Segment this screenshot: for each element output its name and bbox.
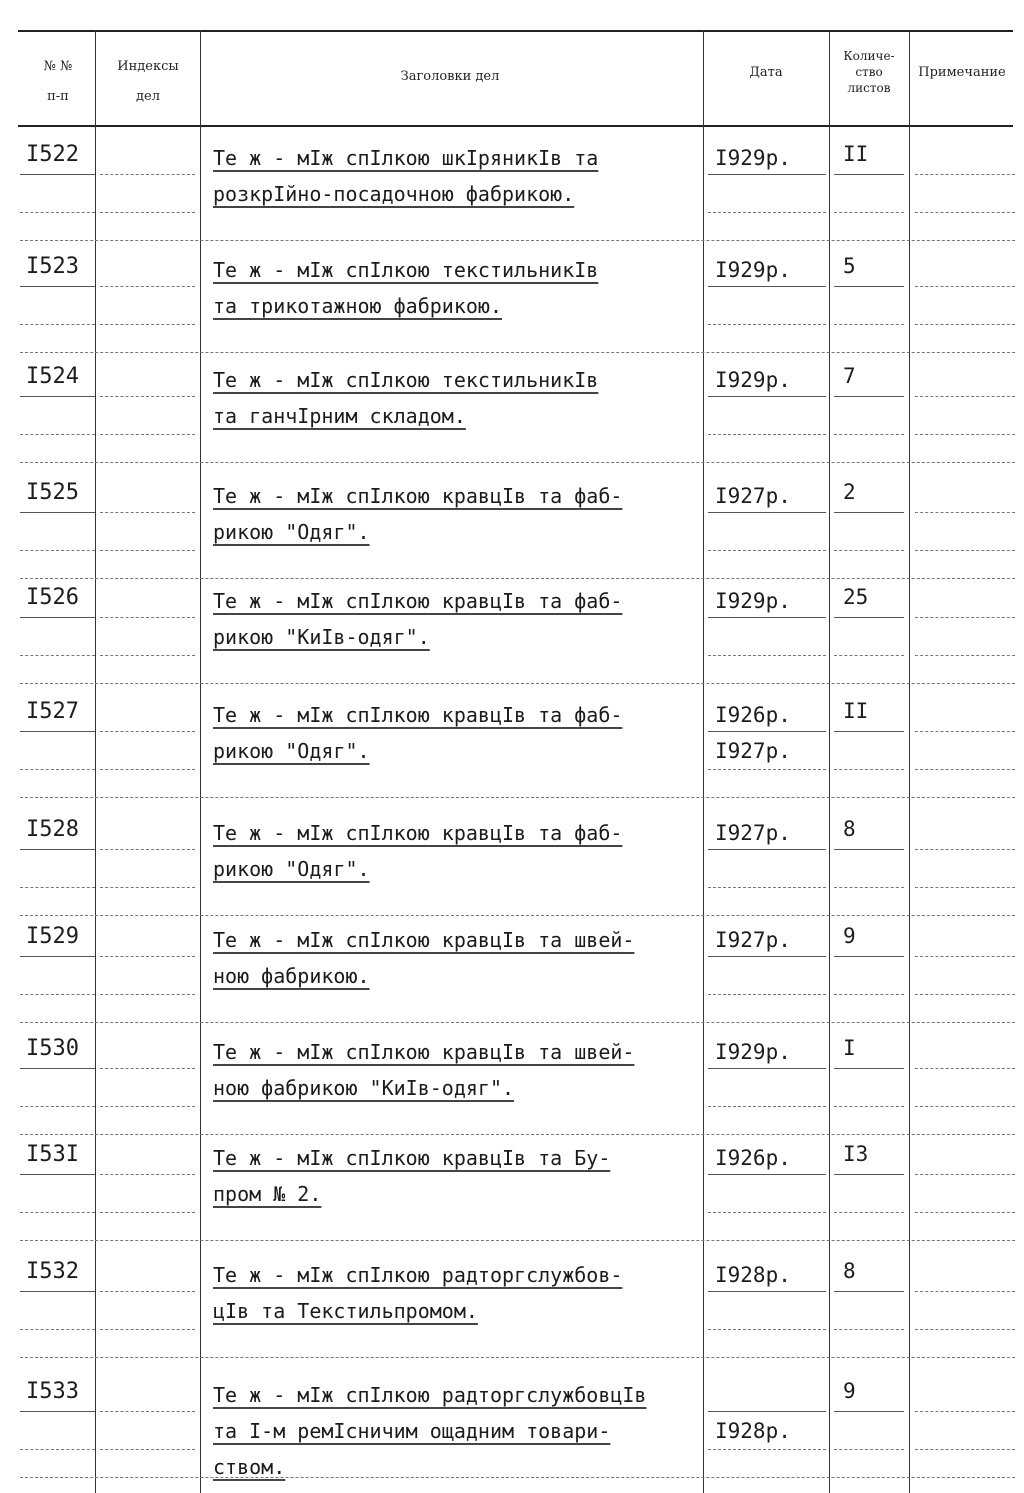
header-index: [98, 58, 198, 105]
row-rule: [834, 512, 904, 513]
row-title-line: та I-м ремIсничим ощадним товари-: [213, 1419, 611, 1443]
row-rule: [915, 1068, 1015, 1069]
row-title-line: Те ж - мIж спIлкою кравцIв та швей-: [213, 928, 635, 952]
row-rule: [20, 731, 95, 732]
row-rule: [834, 1212, 904, 1213]
row-number: I529: [26, 924, 79, 949]
row-rule: [100, 731, 195, 732]
row-date: [715, 478, 791, 514]
row-rule: [708, 887, 826, 888]
row-rule: [708, 1174, 826, 1175]
row-title-line: Те ж - мIж спIлкою текстильникIв: [213, 258, 599, 282]
row-sheet-count: II: [843, 699, 869, 723]
row-rule: [834, 1411, 904, 1412]
row-title: [213, 583, 703, 655]
row-number: I528: [26, 817, 79, 842]
row-title-line: рикою "КиIв-одяг".: [213, 625, 430, 649]
row-rule: [834, 1291, 904, 1292]
row-sheet-count: 25: [843, 585, 869, 609]
row-rule: [708, 1449, 826, 1450]
row-rule: [20, 1411, 95, 1412]
row-rule: [20, 1477, 1015, 1478]
row-date: [715, 1034, 791, 1070]
row-number: I530: [26, 1036, 79, 1061]
row-title-line: ною фабрикою.: [213, 964, 370, 988]
row-rule: [20, 956, 95, 957]
row-date-line: I928р.: [715, 1263, 791, 1287]
row-number: I523: [26, 254, 79, 279]
row-rule: [100, 212, 195, 213]
row-rule: [20, 655, 95, 656]
row-rule: [20, 396, 95, 397]
row-rule: [100, 849, 195, 850]
row-rule: [915, 849, 1015, 850]
row-rule: [20, 286, 95, 287]
row-date: [715, 252, 791, 288]
row-title-line: Те ж - мIж спIлкою кравцIв та фаб-: [213, 703, 623, 727]
row-rule: [834, 1068, 904, 1069]
row-rule: [708, 434, 826, 435]
row-rule: [20, 1240, 1015, 1241]
row-date-line: I927р.: [715, 821, 791, 845]
row-rule: [708, 1329, 826, 1330]
column-divider: [703, 30, 704, 1493]
row-rule: [20, 212, 95, 213]
row-rule: [915, 550, 1015, 551]
row-rule: [20, 915, 1015, 916]
row-rule: [915, 655, 1015, 656]
row-title: [213, 922, 703, 994]
row-rule: [708, 324, 826, 325]
row-rule: [834, 1329, 904, 1330]
header-count-line2: ство: [855, 65, 883, 80]
row-rule: [708, 512, 826, 513]
row-rule: [708, 956, 826, 957]
row-number: I533: [26, 1379, 79, 1404]
row-rule: [100, 655, 195, 656]
row-rule: [100, 617, 195, 618]
row-title-line: Те ж - мIж спIлкою текстильникIв: [213, 368, 599, 392]
row-title-line: та ганчIрним складом.: [213, 404, 466, 428]
row-title-line: цIв та Текстильпромом.: [213, 1299, 478, 1323]
row-rule: [915, 887, 1015, 888]
row-rule: [100, 1291, 195, 1292]
row-rule: [100, 512, 195, 513]
row-rule: [915, 1411, 1015, 1412]
column-divider: [829, 30, 830, 1493]
row-rule: [708, 731, 826, 732]
row-rule: [20, 1291, 95, 1292]
row-date: [715, 1257, 791, 1293]
row-rule: [20, 1022, 1015, 1023]
header-num-line1: № №: [43, 59, 73, 74]
row-number: I525: [26, 480, 79, 505]
row-sheet-count: 7: [843, 364, 856, 388]
row-title: [213, 1257, 703, 1329]
row-rule: [100, 1329, 195, 1330]
row-rule: [834, 1449, 904, 1450]
row-rule: [20, 352, 1015, 353]
row-title-line: та трикотажною фабрикою.: [213, 294, 502, 318]
row-rule: [834, 956, 904, 957]
row-title-line: рикою "Одяг".: [213, 520, 370, 544]
row-rule: [20, 769, 95, 770]
row-rule: [20, 887, 95, 888]
row-rule: [20, 683, 1015, 684]
row-rule: [915, 212, 1015, 213]
row-rule: [834, 731, 904, 732]
row-rule: [915, 286, 1015, 287]
row-title: [213, 140, 703, 212]
row-number: I522: [26, 142, 79, 167]
row-sheet-count: 5: [843, 254, 856, 278]
row-date-line: I929р.: [715, 589, 791, 613]
row-rule: [20, 994, 95, 995]
row-title: [213, 478, 703, 550]
row-rule: [834, 887, 904, 888]
row-title-line: Те ж - мIж спIлкою радторгслужбов-: [213, 1263, 623, 1287]
row-rule: [708, 617, 826, 618]
row-title-line: Те ж - мIж спIлкою кравцIв та фаб-: [213, 589, 623, 613]
row-rule: [834, 617, 904, 618]
row-rule: [915, 174, 1015, 175]
row-rule: [100, 1449, 195, 1450]
row-date: [715, 697, 791, 769]
row-rule: [915, 617, 1015, 618]
row-rule: [708, 286, 826, 287]
row-title: [213, 252, 703, 324]
row-date-line: I929р.: [715, 258, 791, 282]
row-title-line: Те ж - мIж спIлкою шкIряникIв та: [213, 146, 599, 170]
row-title: [213, 815, 703, 887]
row-rule: [100, 174, 195, 175]
row-rule: [20, 1329, 95, 1330]
row-rule: [915, 396, 1015, 397]
row-date-line: I927р.: [715, 484, 791, 508]
row-title: [213, 697, 703, 769]
row-rule: [834, 434, 904, 435]
row-date: [715, 140, 791, 176]
row-number: I527: [26, 699, 79, 724]
row-date-line: I926р.: [715, 703, 791, 727]
row-rule: [708, 396, 826, 397]
row-rule: [20, 1068, 95, 1069]
row-rule: [834, 212, 904, 213]
row-rule: [708, 655, 826, 656]
header-title: Заголовки дел: [400, 69, 500, 84]
row-rule: [708, 1291, 826, 1292]
header-date: Дата: [749, 65, 783, 80]
row-date: [715, 1377, 791, 1449]
header-count: [830, 48, 908, 97]
row-rule: [708, 550, 826, 551]
row-rule: [100, 286, 195, 287]
row-rule: [100, 956, 195, 957]
row-date: [715, 583, 791, 619]
row-date-line: [715, 1377, 791, 1413]
header-count-line3: листов: [847, 81, 891, 96]
row-number: I532: [26, 1259, 79, 1284]
row-title: [213, 1034, 703, 1106]
row-rule: [915, 1329, 1015, 1330]
row-rule: [20, 1134, 1015, 1135]
header-num-line2: п-п: [47, 88, 69, 104]
row-number: I524: [26, 364, 79, 389]
row-sheet-count: I: [843, 1036, 856, 1060]
row-rule: [100, 324, 195, 325]
row-rule: [834, 849, 904, 850]
row-rule: [915, 1174, 1015, 1175]
row-rule: [915, 512, 1015, 513]
row-date: [715, 1140, 791, 1176]
row-rule: [20, 512, 95, 513]
row-rule: [20, 1106, 95, 1107]
row-title-line: розкрIйно-посадочною фабрикою.: [213, 182, 575, 206]
row-title-line: ством.: [213, 1455, 286, 1479]
row-rule: [834, 769, 904, 770]
row-rule: [20, 434, 95, 435]
row-number: I53I: [26, 1142, 79, 1167]
row-rule: [834, 396, 904, 397]
row-rule: [708, 212, 826, 213]
row-rule: [20, 1357, 1015, 1358]
row-rule: [834, 1174, 904, 1175]
row-sheet-count: I3: [843, 1142, 869, 1166]
row-rule: [20, 617, 95, 618]
row-rule: [708, 1106, 826, 1107]
row-rule: [708, 849, 826, 850]
row-rule: [915, 956, 1015, 957]
row-rule: [834, 174, 904, 175]
row-rule: [100, 1174, 195, 1175]
row-rule: [915, 994, 1015, 995]
header-index-line2: дел: [136, 88, 160, 104]
row-sheet-count: 9: [843, 1379, 856, 1403]
row-rule: [708, 174, 826, 175]
table-top-border: [18, 30, 1013, 32]
header-bottom-border: [18, 125, 1013, 127]
row-sheet-count: 8: [843, 1259, 856, 1283]
row-rule: [915, 1106, 1015, 1107]
row-rule: [100, 396, 195, 397]
row-rule: [834, 994, 904, 995]
row-rule: [708, 1411, 826, 1412]
row-date-line: I928р.: [715, 1419, 791, 1443]
row-rule: [100, 1068, 195, 1069]
header-index-line1: Индексы: [117, 59, 179, 74]
row-title-line: Те ж - мIж спIлкою кравцIв та швей-: [213, 1040, 635, 1064]
row-rule: [915, 1449, 1015, 1450]
row-rule: [20, 849, 95, 850]
row-date-line: I929р.: [715, 368, 791, 392]
row-date: [715, 922, 791, 958]
row-rule: [20, 1174, 95, 1175]
row-rule: [100, 550, 195, 551]
row-date-line: I929р.: [715, 1040, 791, 1064]
row-title-line: пром № 2.: [213, 1182, 322, 1206]
row-rule: [100, 887, 195, 888]
row-date: [715, 815, 791, 851]
row-rule: [915, 1291, 1015, 1292]
header-count-line1: Количе-: [843, 49, 895, 63]
column-divider: [200, 30, 201, 1493]
row-rule: [708, 769, 826, 770]
row-title-line: рикою "Одяг".: [213, 739, 370, 763]
row-rule: [915, 769, 1015, 770]
row-rule: [20, 324, 95, 325]
row-title-line: ною фабрикою "КиIв-одяг".: [213, 1076, 515, 1100]
row-rule: [100, 1411, 195, 1412]
row-rule: [100, 769, 195, 770]
row-rule: [915, 434, 1015, 435]
row-rule: [834, 286, 904, 287]
header-note: Примечание: [918, 65, 1006, 80]
row-rule: [20, 462, 1015, 463]
row-date-line: I927р.: [715, 739, 791, 763]
column-divider: [95, 30, 96, 1493]
row-rule: [20, 240, 1015, 241]
row-sheet-count: 2: [843, 480, 856, 504]
row-rule: [20, 174, 95, 175]
row-title-line: Те ж - мIж спIлкою радторгслужбовцIв: [213, 1383, 647, 1407]
row-rule: [708, 994, 826, 995]
row-rule: [20, 578, 1015, 579]
row-rule: [100, 1212, 195, 1213]
row-rule: [20, 1449, 95, 1450]
row-title: [213, 362, 703, 434]
row-title: [213, 1377, 703, 1485]
row-rule: [915, 1212, 1015, 1213]
row-rule: [20, 550, 95, 551]
row-title-line: Те ж - мIж спIлкою кравцIв та Бу-: [213, 1146, 611, 1170]
row-date: [715, 362, 791, 398]
row-date-line: I929р.: [715, 146, 791, 170]
row-rule: [834, 655, 904, 656]
row-rule: [100, 1106, 195, 1107]
row-rule: [834, 324, 904, 325]
header-num: [22, 58, 94, 105]
row-sheet-count: 9: [843, 924, 856, 948]
row-rule: [708, 1068, 826, 1069]
row-rule: [100, 434, 195, 435]
row-sheet-count: II: [843, 142, 869, 166]
row-rule: [20, 797, 1015, 798]
row-title-line: Те ж - мIж спIлкою кравцIв та фаб-: [213, 821, 623, 845]
row-rule: [915, 731, 1015, 732]
column-divider: [909, 30, 910, 1493]
row-rule: [100, 994, 195, 995]
row-date-line: I926р.: [715, 1146, 791, 1170]
row-rule: [834, 550, 904, 551]
row-date-line: I927р.: [715, 928, 791, 952]
row-rule: [708, 1212, 826, 1213]
row-title-line: Те ж - мIж спIлкою кравцIв та фаб-: [213, 484, 623, 508]
row-sheet-count: 8: [843, 817, 856, 841]
row-number: I526: [26, 585, 79, 610]
row-title: [213, 1140, 703, 1212]
row-rule: [915, 324, 1015, 325]
row-rule: [20, 1212, 95, 1213]
row-rule: [834, 1106, 904, 1107]
row-title-line: рикою "Одяг".: [213, 857, 370, 881]
